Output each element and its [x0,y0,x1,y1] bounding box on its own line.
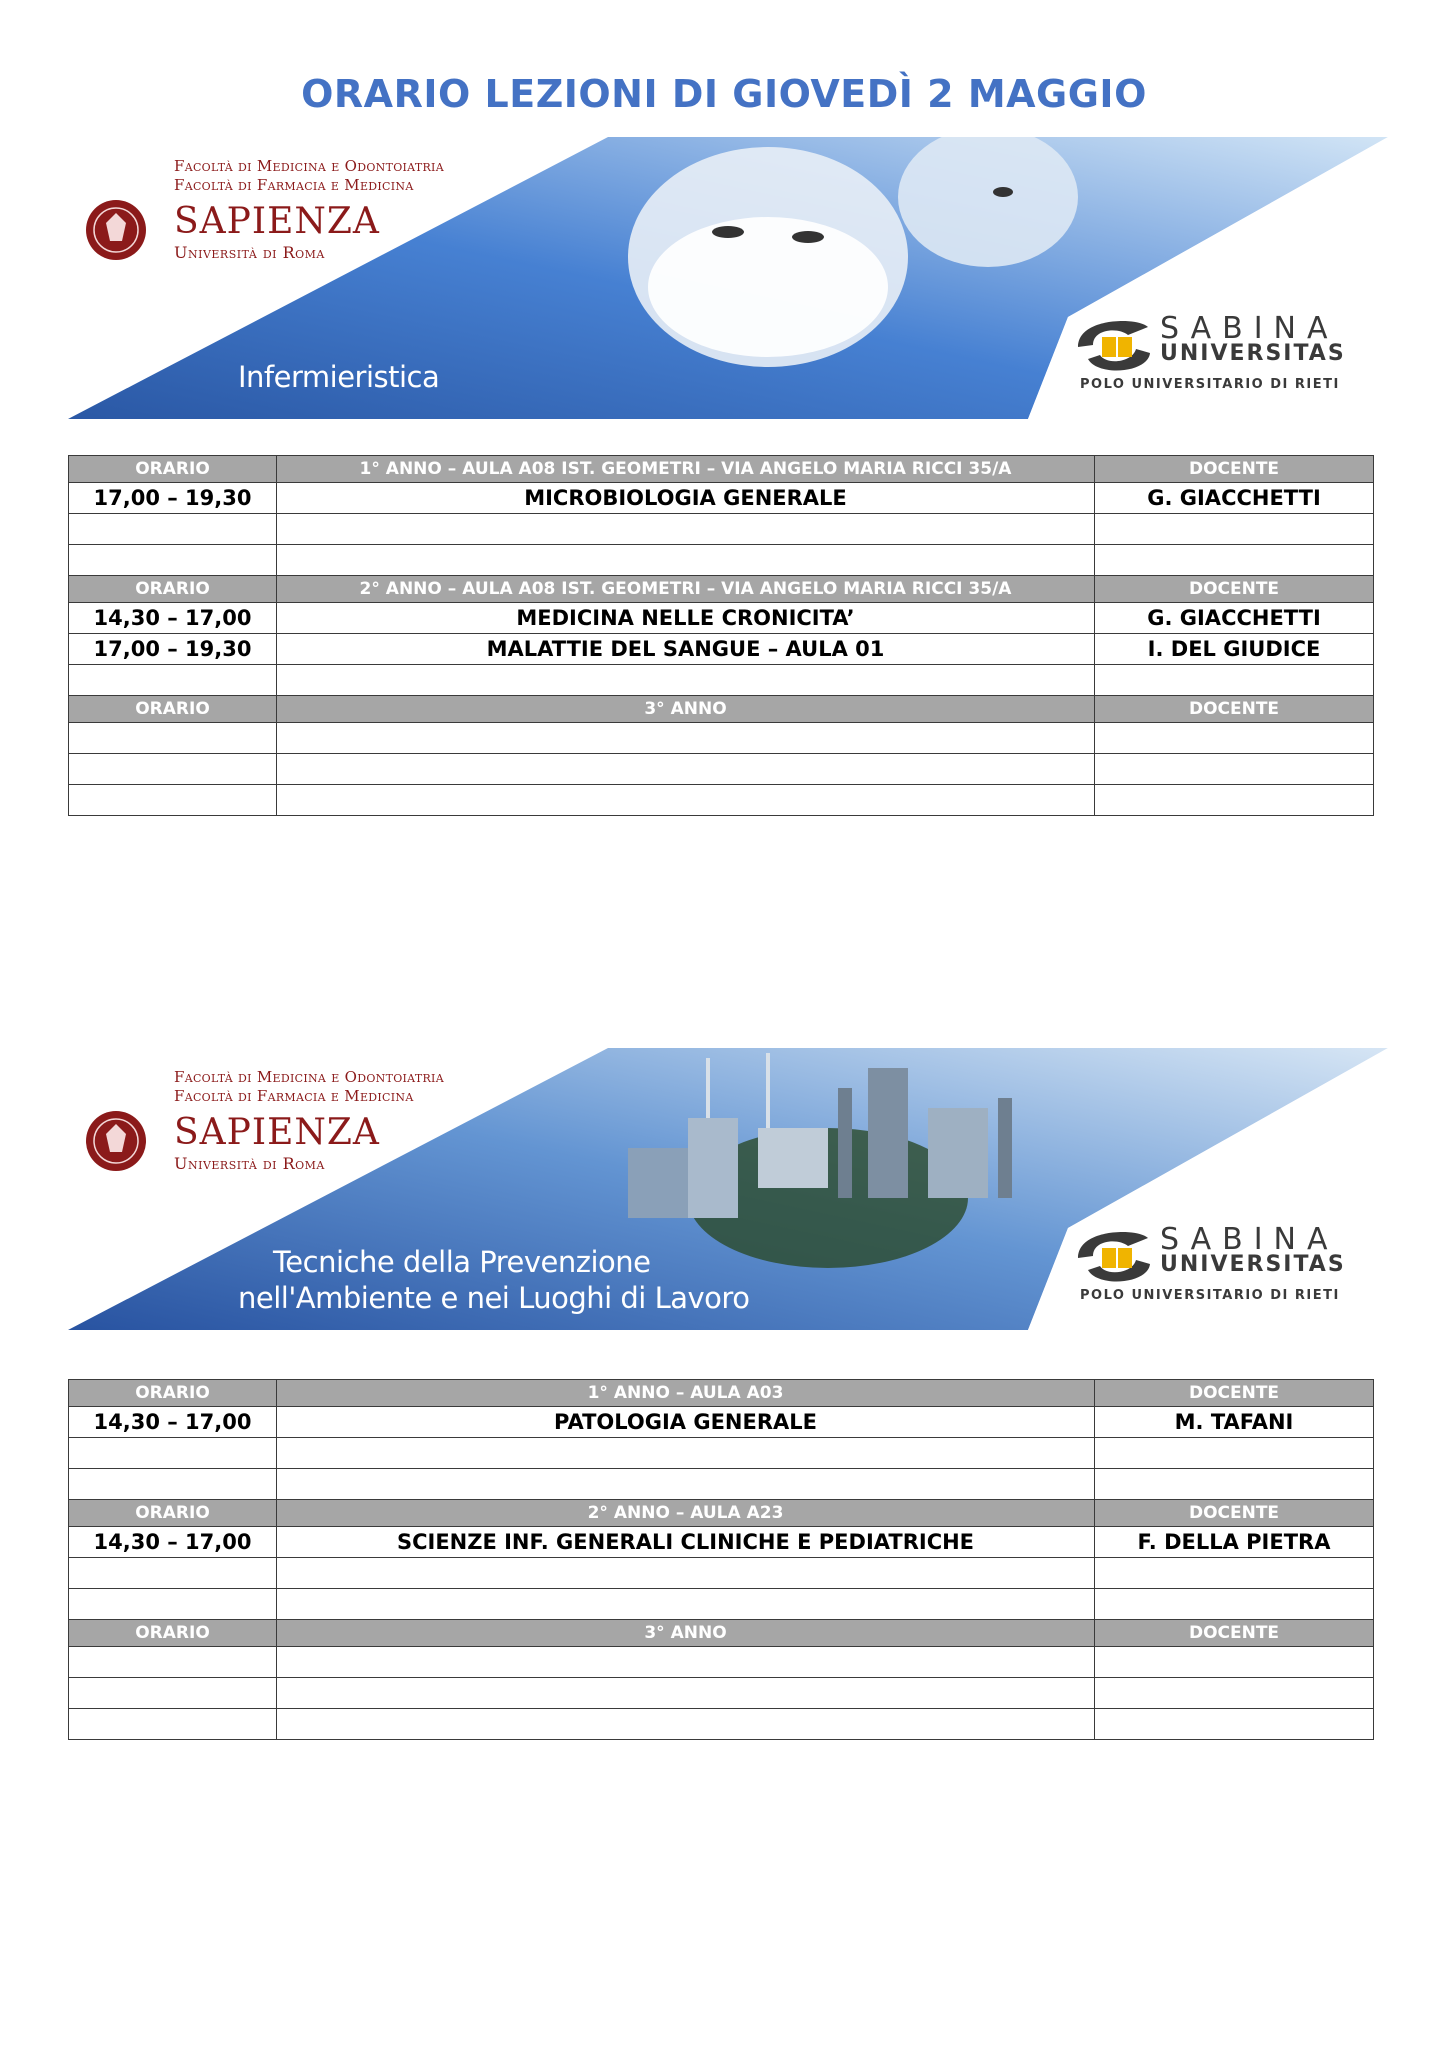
sapienza-seal-icon [84,193,148,267]
table-row [69,1558,1374,1589]
section-header-row [69,576,1374,603]
partner-name: SABINA [1160,311,1339,346]
header-docente: DOCENTE [1095,456,1374,483]
cell-docente [1095,1647,1374,1678]
cell-materia [277,1589,1095,1620]
table-row [69,1469,1374,1500]
section-header-row [69,1380,1374,1407]
header-anno-aula: 2° ANNO – AULA A23 [277,1500,1095,1527]
cell-materia [277,754,1095,785]
page-title: ORARIO LEZIONI DI GIOVEDÌ 2 MAGGIO [301,72,1147,116]
faculty-lines [174,157,444,195]
cell-orario [69,1558,277,1589]
table-row [69,1438,1374,1469]
cell-orario [69,1438,277,1469]
university-name: SAPIENZA [174,1112,380,1153]
table-row [69,1709,1374,1740]
faculty-line-2: Facoltà di Farmacia e Medicina [174,176,414,194]
course-banner-prevenzione [68,1048,1388,1330]
cell-materia [277,1709,1095,1740]
cell-docente [1095,723,1374,754]
schedule-table-infermieristica [68,455,1374,816]
header-anno-aula: 2° ANNO – AULA A08 IST. GEOMETRI – VIA ANGELO MARIA RICCI 35/A [277,576,1095,603]
cell-materia [277,1678,1095,1709]
cell-docente [1095,665,1374,696]
cell-materia [277,665,1095,696]
table-row [69,754,1374,785]
cell-docente [1095,1469,1374,1500]
university-subtitle: Università di Roma [174,1154,325,1173]
partner-tagline: POLO UNIVERSITARIO DI RIETI [1080,377,1340,392]
cell-orario: 14,30 – 17,00 [69,1527,277,1558]
cell-orario [69,1647,277,1678]
cell-docente: F. DELLA PIETRA [1095,1527,1374,1558]
sabina-book-icon [1068,1218,1158,1288]
course-name [238,1244,749,1316]
cell-materia: PATOLOGIA GENERALE [277,1407,1095,1438]
cell-docente: M. TAFANI [1095,1407,1374,1438]
header-orario: ORARIO [69,1620,277,1647]
table-row [69,514,1374,545]
table-row [69,1647,1374,1678]
course-banner-infermieristica [68,137,1388,419]
table-row [69,603,1374,634]
cell-materia [277,1558,1095,1589]
cell-materia [277,723,1095,754]
cell-materia: MICROBIOLOGIA GENERALE [277,483,1095,514]
cell-orario [69,1589,277,1620]
partner-tagline: POLO UNIVERSITARIO DI RIETI [1080,1288,1340,1303]
section-header-row [69,1500,1374,1527]
partner-subname: UNIVERSITAS [1160,341,1346,366]
sabina-universitas-logo [1068,307,1358,397]
faculty-line-1: Facoltà di Medicina e Odontoiatria [174,157,444,175]
header-orario: ORARIO [69,576,277,603]
table-row [69,723,1374,754]
cell-orario: 17,00 – 19,30 [69,634,277,665]
cell-docente [1095,1678,1374,1709]
sapienza-seal-icon [84,1104,148,1178]
table-row [69,1589,1374,1620]
cell-materia: SCIENZE INF. GENERALI CLINICHE E PEDIATRICHE [277,1527,1095,1558]
cell-docente: G. GIACCHETTI [1095,603,1374,634]
faculty-lines [174,1068,444,1106]
course-name-line-2: nell'Ambiente e nei Luoghi di Lavoro [238,1281,750,1315]
cell-docente [1095,514,1374,545]
university-name: SAPIENZA [174,201,380,242]
cell-materia [277,785,1095,816]
sabina-book-icon [1068,307,1158,377]
header-anno-aula: 1° ANNO – AULA A08 IST. GEOMETRI – VIA ANGELO MARIA RICCI 35/A [277,456,1095,483]
header-orario: ORARIO [69,696,277,723]
course-name [238,359,439,395]
course-name-line-1: Tecniche della Prevenzione [273,1245,651,1279]
table-row [69,634,1374,665]
header-docente: DOCENTE [1095,696,1374,723]
header-docente: DOCENTE [1095,576,1374,603]
cell-orario [69,1469,277,1500]
faculty-line-1: Facoltà di Medicina e Odontoiatria [174,1068,444,1086]
cell-docente [1095,754,1374,785]
cell-materia [277,514,1095,545]
cell-materia: MALATTIE DEL SANGUE – AULA 01 [277,634,1095,665]
table-row [69,665,1374,696]
section-header-row [69,456,1374,483]
table-row [69,1407,1374,1438]
cell-orario [69,1709,277,1740]
cell-orario [69,665,277,696]
header-docente: DOCENTE [1095,1500,1374,1527]
cell-orario [69,785,277,816]
cell-materia [277,1469,1095,1500]
cell-docente [1095,545,1374,576]
cell-docente [1095,785,1374,816]
partner-name: SABINA [1160,1222,1339,1257]
section-header-row [69,696,1374,723]
cell-materia [277,1438,1095,1469]
sabina-universitas-logo [1068,1218,1358,1308]
header-orario: ORARIO [69,1380,277,1407]
course-name-line-1: Infermieristica [238,360,440,394]
cell-orario [69,545,277,576]
cell-docente [1095,1589,1374,1620]
cell-materia: MEDICINA NELLE CRONICITA’ [277,603,1095,634]
cell-orario [69,754,277,785]
cell-docente: I. DEL GIUDICE [1095,634,1374,665]
cell-orario: 14,30 – 17,00 [69,603,277,634]
cell-docente: G. GIACCHETTI [1095,483,1374,514]
header-anno-aula: 3° ANNO [277,1620,1095,1647]
cell-orario [69,723,277,754]
cell-orario [69,1678,277,1709]
cell-docente [1095,1709,1374,1740]
cell-orario [69,514,277,545]
cell-docente [1095,1558,1374,1589]
schedule-table-prevenzione [68,1379,1374,1740]
table-row [69,545,1374,576]
table-row [69,1678,1374,1709]
section-header-row [69,1620,1374,1647]
cell-docente [1095,1438,1374,1469]
header-anno-aula: 1° ANNO – AULA A03 [277,1380,1095,1407]
cell-orario: 14,30 – 17,00 [69,1407,277,1438]
partner-subname: UNIVERSITAS [1160,1252,1346,1277]
header-anno-aula: 3° ANNO [277,696,1095,723]
header-orario: ORARIO [69,456,277,483]
header-docente: DOCENTE [1095,1380,1374,1407]
cell-materia [277,1647,1095,1678]
header-orario: ORARIO [69,1500,277,1527]
cell-orario: 17,00 – 19,30 [69,483,277,514]
faculty-line-2: Facoltà di Farmacia e Medicina [174,1087,414,1105]
cell-materia [277,545,1095,576]
table-row [69,1527,1374,1558]
table-row [69,483,1374,514]
table-row [69,785,1374,816]
university-subtitle: Università di Roma [174,243,325,262]
header-docente: DOCENTE [1095,1620,1374,1647]
